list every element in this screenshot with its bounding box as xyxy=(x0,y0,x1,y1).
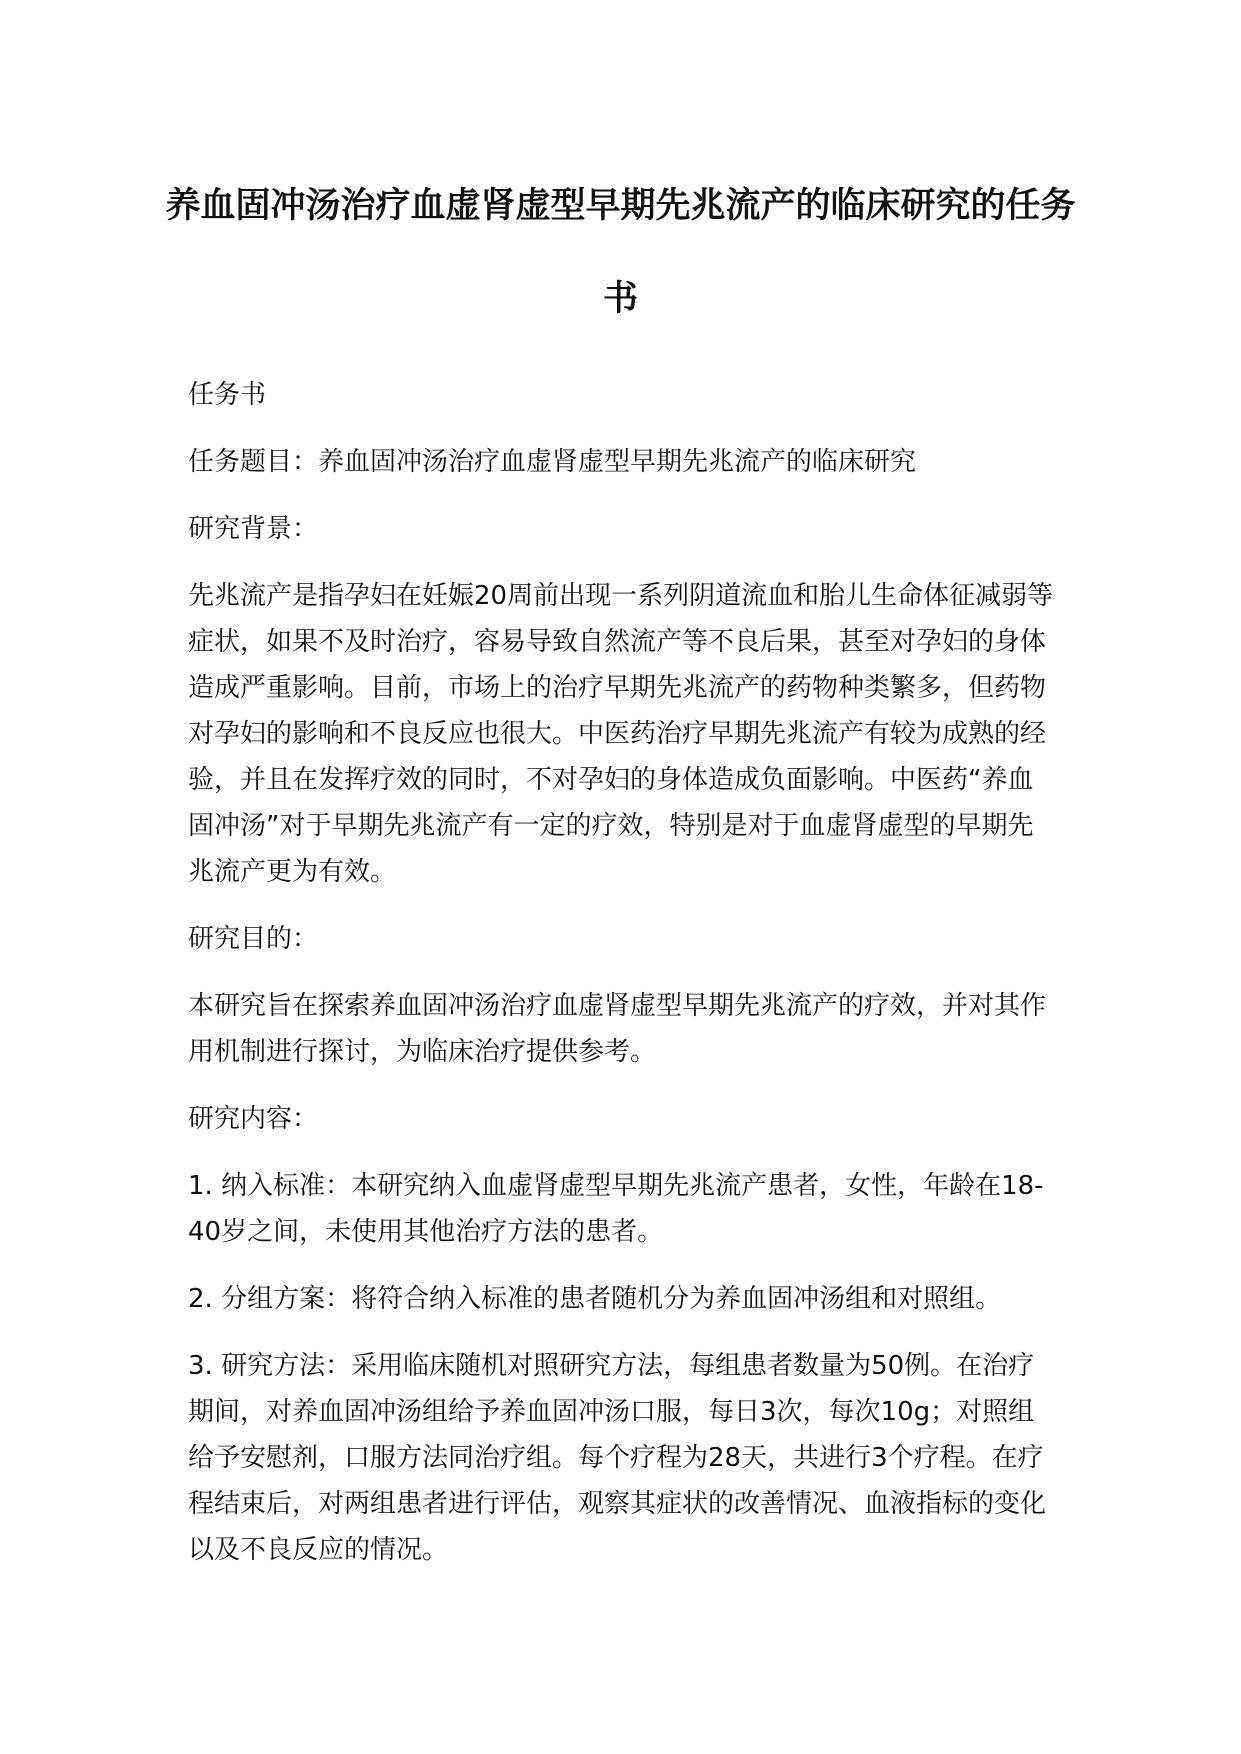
purpose-label: 研究目的： xyxy=(188,924,319,954)
heading-label: 任务书 xyxy=(188,380,267,410)
list-item: 2. 分组方案：将符合纳入标准的患者随机分为养血固冲汤组和对照组。 xyxy=(188,1284,1002,1314)
purpose-text: 本研究旨在探索养血固冲汤治疗血虚肾虚型早期先兆流产的疗效，并对其作用机制进行探讨，为临床治疗提供参考。 xyxy=(188,991,1047,1067)
background-text: 先兆流产是指孕妇在妊娠20周前出现一系列阴道流血和胎儿生命体征减弱等症状，如果不及时治疗，容易导致自然流产等不良后果，甚至对孕妇的身体造成严重影响。目前，市场上的治疗早期先兆流产的药物种类繁多，但药物对孕妇的影响和不良反应也很大。中医药治疗早期先兆流产有较为成熟的经验，并且在发挥疗效的同时，不对孕妇的身体造成负面影响。中医药“养血固冲汤”对于早期先兆流产有一定的疗效，特别是对于血虚肾虚型的早期先兆流产更为有效。 xyxy=(188,581,1054,887)
list-item: 1. 纳入标准：本研究纳入血虚肾虚型早期先兆流产患者，女性，年龄在18-40岁之间，未使用其他治疗方法的患者。 xyxy=(188,1171,1044,1247)
topic-line: 任务题目：养血固冲汤治疗血虚肾虚型早期先兆流产的临床研究 xyxy=(188,447,917,477)
background-label: 研究背景： xyxy=(188,514,319,544)
document-title: 养血固冲汤治疗血虚肾虚型早期先兆流产的临床研究的任务书 xyxy=(165,186,1076,319)
list-item: 3. 研究方法：采用临床随机对照研究方法，每组患者数量为50例。在治疗期间，对养血固冲汤组给予养血固冲汤口服，每日3次，每次10g；对照组给予安慰剂，口服方法同治疗组。每个疗程为28天，共进行3个疗程。在疗程结束后，对两组患者进行评估，观察其症状的改善情况、血液指标的变化以及不良反应的情况。 xyxy=(188,1351,1047,1565)
document-body xyxy=(188,372,1056,1573)
content-label: 研究内容： xyxy=(188,1104,319,1134)
